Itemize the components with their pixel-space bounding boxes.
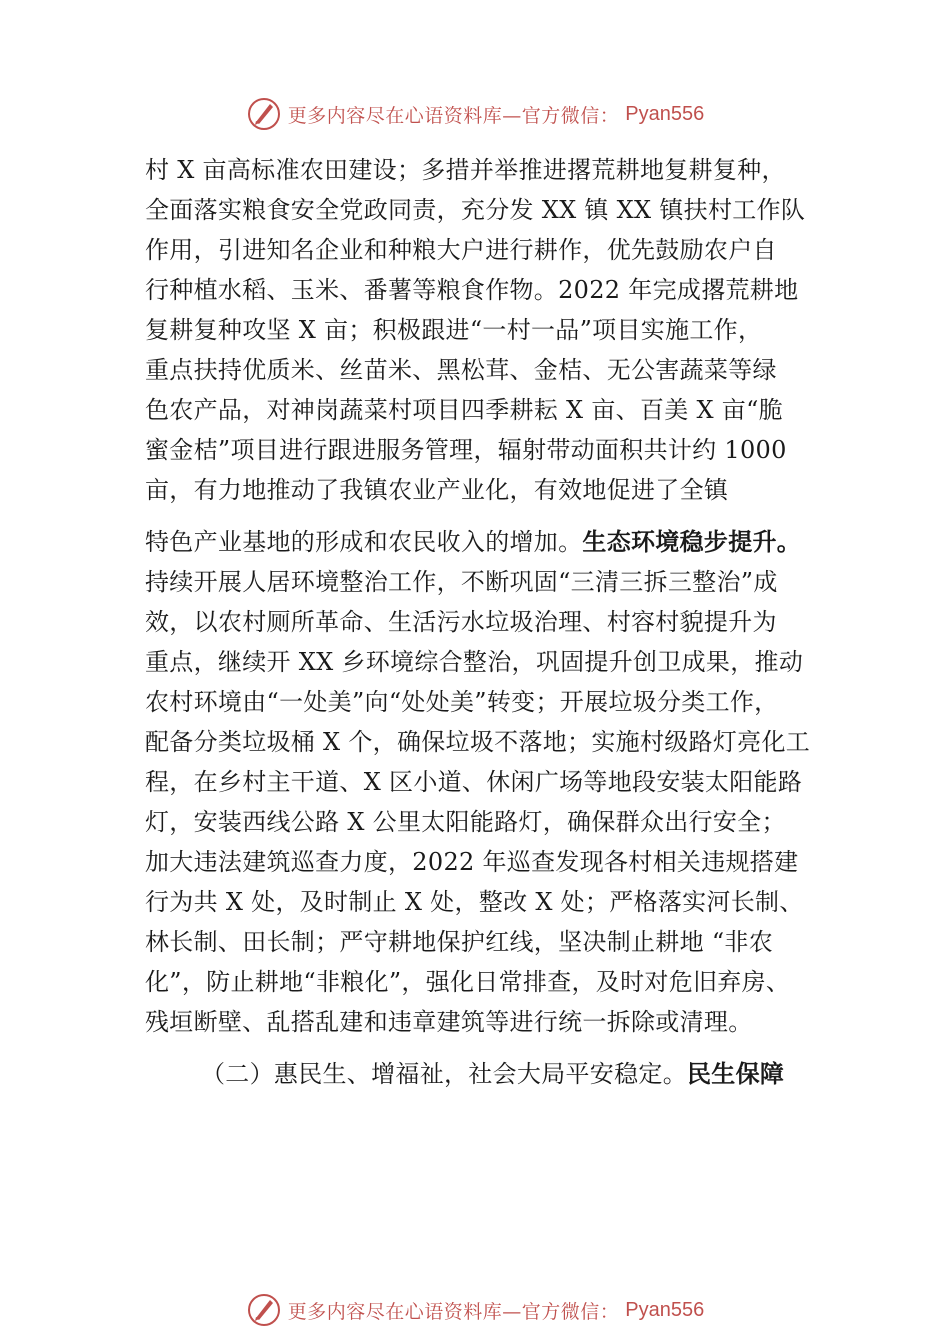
section-heading-ecology: 生态环境稳步提升。 [582,528,802,556]
text-line: 作用，引进知名企业和种粮大户进行耕作，优先鼓励农户自 [145,236,777,264]
wechat-id: Pyan556 [625,102,705,125]
text-line-with-heading [145,522,825,562]
quill-pen-logo-icon [246,96,282,132]
text-line: 化”，防止耕地“非粮化”，强化日常排查，及时对危旧弃房、 [145,968,791,996]
text-line: 效，以农村厕所革命、生活污水垃圾治理、村容村貌提升为 [145,608,777,636]
header-banner [0,94,950,134]
text-line: 行种植水稻、玉米、番薯等粮食作物。2022 年完成撂荒耕地 [145,276,799,304]
text-line: 重点，继续开 XX 乡环境综合整治，巩固提升创卫成果，推动 [145,648,804,676]
text-line: 灯，安装西线公路 X 公里太阳能路灯，确保群众出行安全； [145,808,786,836]
text-segment: 特色产业基地的形成和农民收入的增加。 [145,528,583,556]
banner-text: 更多内容尽在心语资料库—官方微信： [287,104,620,127]
text-line: 持续开展人居环境整治工作，不断巩固“三清三拆三整治”成 [145,568,778,596]
footer-banner [0,1290,950,1330]
text-line: 行为共 X 处，及时制止 X 处，整改 X 处；严格落实河长制、 [145,888,804,916]
wechat-id: Pyan556 [625,1298,705,1321]
section-heading-line [145,1054,825,1094]
text-line: 重点扶持优质米、丝苗米、黑松茸、金桔、无公害蔬菜等绿 [145,356,777,384]
section-heading-two: （二）惠民生、增福祉，社会大局平安稳定。 [201,1060,687,1088]
text-line: 残垣断壁、乱搭乱建和违章建筑等进行统一拆除或清理。 [145,1008,753,1036]
text-line: 全面落实粮食安全党政同责，充分发 XX 镇 XX 镇扶村工作队 [145,196,806,224]
text-line: 蜜金桔”项目进行跟进服务管理，辐射带动面积共计约 1000 [145,436,787,464]
text-line: 亩，有力地推动了我镇农业产业化，有效地促进了全镇 [145,476,729,504]
text-line: 复耕复种攻坚 X 亩；积极跟进“一村一品”项目实施工作， [145,316,763,344]
banner-text: 更多内容尽在心语资料库—官方微信： [287,1300,620,1323]
text-line: 村 X 亩高标准农田建设；多措并举推进撂荒耕地复耕复种， [145,156,786,184]
quill-pen-logo-icon [246,1292,282,1328]
text-line: 农村环境由“一处美”向“处处美”转变；开展垃圾分类工作， [145,688,779,716]
text-line: 程，在乡村主干道、X 区小道、休闲广场等地段安装太阳能路 [145,768,803,796]
section-heading-livelihood: 民生保障 [687,1060,785,1088]
text-line: 配备分类垃圾桶 X 个，确保垃圾不落地；实施村级路灯亮化工 [145,728,811,756]
text-line: 加大违法建筑巡查力度，2022 年巡查发现各村相关违规搭建 [145,848,799,876]
text-line: 色农产品，对神岗蔬菜村项目四季耕耘 X 亩、百美 X 亩“脆 [145,396,783,424]
document-body [145,150,825,1094]
text-line: 林长制、田长制；严守耕地保护红线，坚决制止耕地 “非农 [145,928,773,956]
